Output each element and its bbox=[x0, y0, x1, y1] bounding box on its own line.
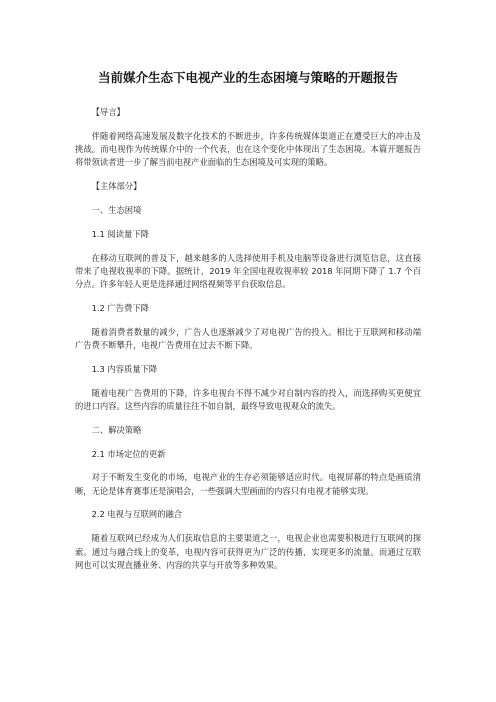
subsection-paragraph-1-1: 在移动互联网的普及下，越来越多的人选择使用手机及电脑等设备进行浏览信息，这直接带来了电视收视率的下降。据统计，2019 年全国电视收视率较 2018 年同期下降了 1.7 个百分点。许多年轻人更是选择通过网络视频等平台获取信息。 bbox=[75, 252, 421, 290]
subsection-heading-1-3: 1.3 内容质量下降 bbox=[91, 363, 158, 374]
document-title: 当前媒介生态下电视产业的生态困境与策略的开题报告 bbox=[97, 70, 398, 85]
intro-paragraph: 伴随着网络高速发展及数字化技术的不断进步，许多传统媒体渠道正在遭受巨大的冲击及挑战。而电视作为传统媒介中的一个代表，也在这个变化中体现出了生态困境。本篇开题报告将带领读者进一步了解当前电视产业面临的生态困境及可实现的策略。 bbox=[75, 130, 421, 168]
intro-label: 【导言】 bbox=[91, 107, 125, 117]
subsection-paragraph-2-1: 对于不断发生变化的市场，电视产业的生存必须能够适应时代。电视屏幕的特点是画质清晰，无论是体育赛事还是演唱会，一些强调大型画面的内容只有电视才能够实现。 bbox=[75, 472, 421, 496]
subsection-heading-2-1: 2.1 市场定位的更新 bbox=[91, 448, 166, 459]
subsection-paragraph-1-3: 随着电视广告费用的下降，许多电视台不得不减少对自制内容的投入，而选择购买更便宜的进口内容。这些内容的质量往往不如自制，最终导致电视观众的流失。 bbox=[75, 387, 421, 411]
subsection-paragraph-2-2: 随着互联网已经成为人们获取信息的主要渠道之一，电视企业也需要积极进行互联网的探索。通过与融合线上的变革，电视内容可获得更为广泛的传播，实现更多的流量。而通过互联网也可以实现直播业务、内容的共享与开放等多种效果。 bbox=[75, 533, 421, 570]
subsection-heading-1-2: 1.2 广告费下降 bbox=[91, 302, 149, 313]
subsection-heading-2-2: 2.2 电视与互联网的融合 bbox=[91, 509, 183, 520]
section-heading-2: 二、解决策略 bbox=[91, 424, 142, 435]
body-label: 【主体部分】 bbox=[91, 181, 142, 192]
subsection-paragraph-1-2: 随着消费者数量的减少，广告人也逐渐减少了对电视广告的投入。相比于互联网和移动端广告费不断攀升，电视广告费用在过去不断下降。 bbox=[75, 326, 421, 351]
section-heading-1: 一、生态困境 bbox=[91, 204, 142, 215]
subsection-heading-1-1: 1.1 阅读量下降 bbox=[91, 228, 149, 239]
